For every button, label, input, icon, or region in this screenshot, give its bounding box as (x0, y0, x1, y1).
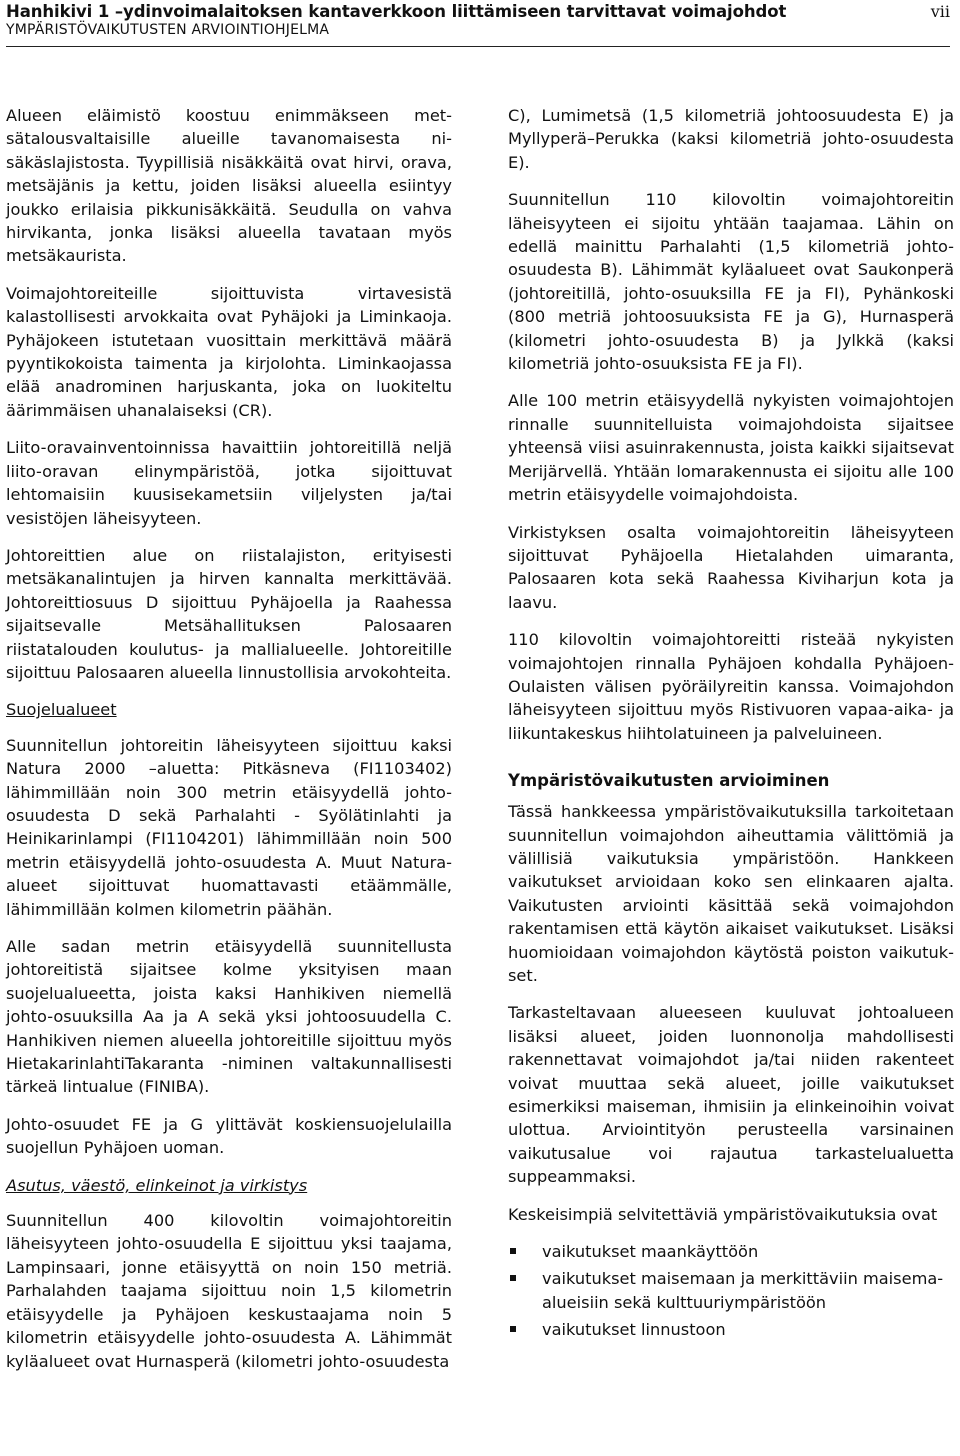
paragraph-key-impacts: Keskeisimpiä selvitettäviä ympäristövaikutuksia ovat (508, 1204, 938, 1224)
paragraph-natura: Suunnitellun johtoreitin läheisyyteen sijoittuu kaksi Natura 2000 –aluetta: Pitkäsneva (FI1103402) lähimmillään noin 300 metrin etäisyydellä johto-osuudesta D sekä Parhalahti - Syölätinlahti ja Heinikarinlampi (FI1104201) lähimmillään noin 500 metrin etäisyydellä johto-osuudesta A. Muut Naturaalueet sijoittuvat huomattavasti etäämmälle, lähimmillään kolmen kilometrin päähän. (6, 735, 452, 919)
list-item (508, 1267, 954, 1314)
paragraph-private-protected: Alle sadan metrin etäisyydellä suunnitellusta johtoreitistä sijaitsee kolme yksityisen maan suojelualueetta, joista kaksi Hanhikiven niemellä johto-osuuksilla Aa ja A sekä yksi johtoosuudella C. Hanhikiven niemen alueella johtoreitille sijoittuu myös HietakarinlahtiTakaranta -niminen valtakunnallisesti tärkeä lintualue (FINIBA). (6, 937, 452, 1097)
paragraph-buildings: Alle 100 metrin etäisyydellä nykyisten voimajohtojen rinnalle suunnitelluista voimajohdoista sijaitsee yhteensä viisi asuinrakennusta, joista kaikki sijaitsevat Merijärvellä. Yhtään lomarakennusta ei sijoitu alle 100 metrin etäisyydelle voimajohdoista. (508, 391, 954, 505)
list-item-text: vaikutukset linnustoon (542, 1320, 726, 1340)
paragraph-settlement: Suunnitellun 400 kilovoltin voimajohtoreitin läheisyyteen johto-osuudella E sijoittuu yksi taajama, Lampinsaari, jonne etäisyyttä on noin 150 metriä. Parhalahden taajama sijoittuu noin 1,5 kilometrin etäisyydelle ja Pyhäjoen keskustaajama noin 5 kilometrin etäisyydelle johto-osuudesta A. Lähimmät kyläalueet ovat Hurnasperä (kilometri johto-osuudesta (6, 1211, 452, 1371)
paragraph-game: Johtoreittien alue on riistalajiston, erityisesti metsäkanalintujen ja hirven kannalta merkittävää. Johtoreittiosuus D sijoittuu Pyhäjoella ja Raahessa sijaitsevalle Metsähallituksen Palosaaren riistatalouden koulutus- ja mallialueelle. Johtoreitille sijoittuu Palosaaren alueella linnustollisia arvokohteita. (6, 545, 452, 682)
right-column (508, 104, 954, 1346)
page-header (6, 0, 950, 47)
list-item-text: vaikutukset maisemaan ja merkittäviin maisema-alueisiin sekä kulttuuriympäristöön (542, 1269, 944, 1312)
paragraph-cycling-route: 110 kilovoltin voimajohtoreitti risteää nykyisten voimajohtojen rinnalla Pyhäjoen kohdalla Pyhäjoen-Oulaisten välisen pyöräilyreitin kanssa. Voimajohdon läheisyyteen sijoittuu myös Ristivuoren vapaa-aika- ja liikuntakeskus hiihtolatuineen ja palveluineen. (508, 630, 954, 743)
square-bullet-icon (510, 1326, 516, 1332)
paragraph-flying-squirrel: Liito-oravainventoinnissa havaittiin johtoreitillä neljä liito-oravan elinympäristöä, jotka sijoittuvat lehtomaisiin kuusisekametsiin viljelysten ja/tai vesistöjen läheisyyteen. (6, 438, 452, 528)
section-heading-settlement: Asutus, väestö, elinkeinot ja virkistys (6, 1175, 308, 1195)
paragraph-fauna: Alueen eläimistö koostuu enimmäkseen metsätalousvaltaisille alueille tavanomaisesta nisäkäslajistosta. Tyypillisiä nisäkkäitä ovat hirvi, orava, metsäjänis ja kettu, joiden lisäksi alueella esiintyy joukko erilaisia pikkunisäkkäitä. Seudulla on vahva hirvikanta, jonka lisäksi alueella tavataan myös metsäkaurista. (6, 106, 452, 266)
list-item (508, 1240, 954, 1263)
paragraph-impacts-definition: Tässä hankkeessa ympäristövaikutuksilla tarkoitetaan suunnitellun voimajohdon aiheuttamia välittömiä ja välillisiä vaikutuksia ympäristöön. Hankkeen vaikutukset arvioidaan koko sen elinkaaren ajalta. Vaikutusten arviointi käsittää sekä voimajohdon rakentamisen että käytön aikaiset vaikutukset. Lisäksi huomioidaan voimajohdon käytöstä poiston vaikutukset. (508, 802, 954, 985)
paragraph-study-area: Tarkasteltavaan alueeseen kuuluvat johtoalueen lisäksi alueet, joiden luonnonolja mahdollisesti rakennettavat voimajohdot ja/tai niiden rakenteet voivat muuttaa sekä alueet, joille vaikutukset esimerkiksi maiseman, ihmisiin ja elinkeinoihin voivat ulottua. Arviointityön perusteella varsinainen vaikutusalue voi rajautua tarkastelualuetta suppeammaksi. (508, 1003, 954, 1187)
paragraph-recreation: Virkistyksen osalta voimajohtoreitin läheisyyteen sijoittuvat Pyhäjoella Hietalahden uimaranta, Palosaaren kota sekä Raahessa Kiviharjun kota ja laavu. (508, 522, 954, 612)
paragraph-waters: Voimajohtoreiteille sijoittuvista virtavesistä kalastollisesti arvokkaita ovat Pyhäjoki ja Liminkaoja. Pyhäjokeen istutetaan vuosittain merkittävä määrä pyyntikokoista taimenta ja kirjolohta. Liminkaojassa elää anadrominen harjuskanta, joka on luokiteltu äärimmäisen uhanalaiseksi (CR). (6, 283, 452, 420)
list-item (508, 1318, 954, 1341)
list-item-text: vaikutukset maankäyttöön (542, 1242, 759, 1262)
section-heading-protected-areas: Suojelualueet (6, 700, 117, 720)
paragraph-rapids: Johto-osuudet FE ja G ylittävät koskiensuojelulailla suojellun Pyhäjoen uoman. (6, 1114, 452, 1158)
paragraph-110kv-settlement: Suunnitellun 110 kilovoltin voimajohtoreitin läheisyyteen ei sijoitu yhtään taajamaa. Lähin on edellä mainittu Parhalahti (1,5 kilometriä johto-osuudesta B). Lähimmät kyläalueet ovat Saukonperä (johtoreitillä, johto-osuuksilla FE ja FI), Pyhänkoski (800 metriä johtoosuuksista FE ja G), Hurnasperä (kilometri johto-osuudesta B) ja Jylkkä (kaksi kilometriä johto-osuuksista FE ja FI). (508, 190, 954, 374)
left-column (6, 104, 452, 1387)
square-bullet-icon (510, 1275, 516, 1281)
section-heading-assessment: Ympäristövaikutusten arvioiminen (508, 771, 830, 791)
document-subtitle: YMPÄRISTÖVAIKUTUSTEN ARVIOINTIOHJELMA (6, 22, 330, 38)
impacts-list (508, 1240, 954, 1342)
paragraph-villages: C), Lumimetsä (1,5 kilometriä johtoosuudesta E) ja Myllyperä–Perukka (kaksi kilometriä johto-osuudesta E). (508, 106, 954, 172)
document-title: Hanhikivi 1 –ydinvoimalaitoksen kantaverkkoon liittämiseen tarvittavat voimajohdot (6, 2, 787, 21)
square-bullet-icon (510, 1248, 516, 1254)
page-number: vii (930, 2, 950, 21)
